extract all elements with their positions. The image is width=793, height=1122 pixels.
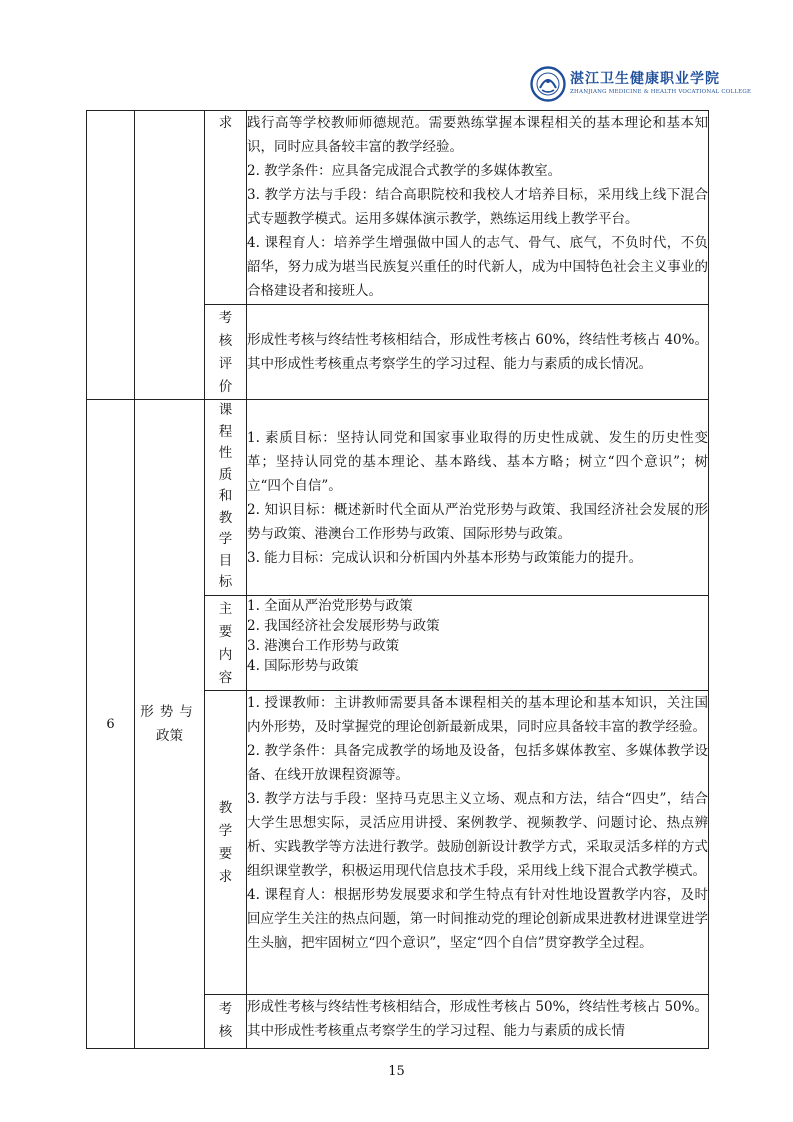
page-header (0, 0, 793, 110)
row-number-cell: 6 (87, 400, 135, 1049)
assessment-content: 形成性考核与终结性考核相结合，形成性考核占 50%，终结性考核占 50%。其中形成性考核重点考察学生的学习过程、能力与素质的成长情 (247, 995, 709, 1049)
college-emblem-icon (530, 66, 566, 102)
assessment-label: 考 核 评 价 (205, 305, 247, 400)
course-goal-label: 课 程 性 质 和 教 学 目 标 (205, 400, 247, 596)
text-line: 3. 能力目标：完成认识和分析国内外基本形势与政策能力的提升。 (247, 549, 643, 566)
course-name-cell: 形势与 政策 (135, 400, 205, 1049)
list-item: 2. 我国经济社会发展形势与政策 (247, 618, 440, 634)
page-number: 15 (388, 1064, 405, 1079)
table-row (87, 400, 709, 596)
college-logo (530, 66, 752, 106)
list-item: 1. 全面从严治党形势与政策 (247, 598, 413, 614)
course-goal-content (247, 400, 709, 596)
list-item: 4. 国际形势与政策 (247, 658, 359, 674)
text-line: 1. 授课教师：主讲教师需要具备本课程相关的基本理论和基本知识，关注国内外形势，及时掌握党的理论创新最新成果，同时应具备较丰富的教学经验。 (247, 695, 708, 735)
text-line: 3. 教学方法与手段：坚持马克思主义立场、观点和方法，结合“四史”，结合大学生思想实际，灵活应用讲授、案例教学、视频教学、问题讨论、热点辨析、实践教学等方法进行教学。鼓励创新设计教学方式，采取灵活多样的方式组织课堂教学，积极运用现代信息技术手段，采用线上线下混合式教学模式。 (247, 791, 708, 879)
text-line: 1. 素质目标：坚持认同党和国家事业取得的历史性成就、发生的历史性变革；坚持认同党的基本理论、基本路线、基本方略；树立“四个意识”；树立“四个自信”。 (247, 429, 708, 494)
course-name-cell (135, 111, 205, 400)
assessment-content: 形成性考核与终结性考核相结合，形成性考核占 60%，终结性考核占 40%。其中形成性考核重点考察学生的学习过程、能力与素质的成长情况。 (247, 305, 709, 400)
main-content-list (247, 596, 709, 691)
row-number-cell (87, 111, 135, 400)
text-line: 4. 课程育人：培养学生增强做中国人的志气、骨气、底气，不负时代，不负韶华，努力成为堪当民族复兴重任的时代新人，成为中国特色社会主义事业的合格建设者和接班人。 (247, 235, 708, 299)
text-line: 4. 课程育人：根据形势发展要求和学生特点有针对性地设置教学内容，及时回应学生关注的热点问题，第一时间推动党的理论创新成果进教材进课堂进学生头脑，把牢固树立“四个意识”，坚定“四个自信”贯穿教学全过程。 (247, 887, 708, 951)
teaching-req-content (247, 691, 709, 995)
teaching-req-label: 求 (205, 111, 247, 305)
text-line: 践行高等学校教师师德规范。需要熟练掌握本课程相关的基本理论和基本知识，同时应具备较丰富的教学经验。 (247, 115, 708, 155)
teaching-req-content (247, 111, 709, 305)
logo-english-name: ZHANJIANG MEDICINE & HEALTH VOCATIONAL COLLEGE (570, 89, 752, 95)
text-line: 2. 知识目标：概述新时代全面从严治党形势与政策、我国经济社会发展的形势与政策、港澳台工作形势与政策、国际形势与政策。 (247, 501, 708, 542)
text-line: 3. 教学方法与手段：结合高职院校和我校人才培养目标，采用线上线下混合式专题教学模式。运用多媒体演示教学，熟练运用线上教学平台。 (247, 187, 708, 227)
main-content-label: 主 要 内 容 (205, 596, 247, 691)
assessment-label: 考 核 (205, 995, 247, 1049)
table-row (87, 111, 709, 305)
text-line: 2. 教学条件：应具备完成混合式教学的多媒体教室。 (247, 163, 562, 179)
course-table (86, 110, 709, 1049)
logo-chinese-name: 湛江卫生健康职业学院 (570, 71, 720, 87)
teaching-req-label: 教 学 要 求 (205, 691, 247, 995)
text-line: 2. 教学条件：具备完成教学的场地及设备，包括多媒体教室、多媒体教学设备、在线开放课程资源等。 (247, 743, 708, 783)
list-item: 3. 港澳台工作形势与政策 (247, 638, 400, 654)
